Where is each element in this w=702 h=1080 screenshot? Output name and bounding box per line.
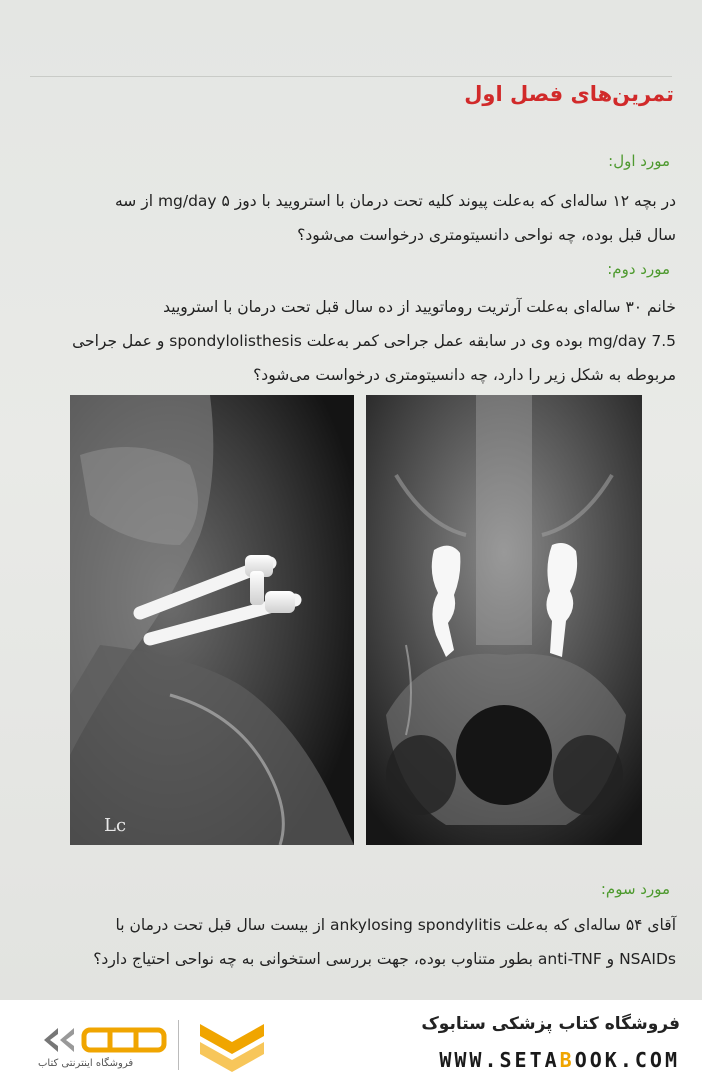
xray-marker: Lc — [104, 815, 127, 836]
case-2-line-3: مربوطه به شکل زیر را دارد، چه دانسیتومتری درخواست می‌شود؟ — [253, 366, 676, 384]
case-1-line-1: در بچه ۱۲ ساله‌ای که به‌علت پیوند کلیه تحت درمان با استرویید با دوز mg/day ۵ از سه — [114, 192, 676, 210]
section-title: تمرین‌های فصل اول — [464, 82, 674, 106]
store-url-accent: B — [559, 1048, 575, 1072]
logo-subtitle: فروشگاه اینترنتی کتاب — [38, 1058, 134, 1069]
case-3-line-1: آقای ۵۴ ساله‌ای که به‌علت ankylosing spondylitis از بیست سال قبل تحت درمان با — [115, 916, 676, 934]
xray-lateral-image — [70, 395, 354, 845]
case-2-label: مورد دوم: — [607, 260, 670, 278]
case-3-line-2: NSAIDs و anti-TNF بطور متناوب بوده، جهت بررسی استخوانی به چه نواحی احتیاج دارد؟ — [93, 950, 676, 968]
header-rule — [30, 76, 672, 77]
setabook-wordmark-icon — [40, 1022, 170, 1058]
case-3-label: مورد سوم: — [600, 880, 670, 898]
case-3-text — [26, 908, 676, 976]
case-1-line-2: سال قبل بوده، چه نواحی دانسیتومتری درخواست می‌شود؟ — [297, 226, 676, 244]
logo-divider — [178, 1020, 179, 1070]
case-1-text — [26, 184, 676, 252]
case-2-text — [26, 290, 676, 392]
case-1-label: مورد اول: — [608, 152, 670, 170]
xray-ap-image — [366, 395, 642, 845]
store-url-suffix: OOK.COM — [574, 1048, 680, 1072]
case-2-line-1: خانم ۳۰ ساله‌ای به‌علت آرتریت روماتویید از ده سال قبل تحت درمان با استرویید — [163, 298, 676, 316]
case-2-line-2: 7.5 mg/day بوده وی در سابقه عمل جراحی کمر به‌علت spondylolisthesis و عمل جراحی — [72, 332, 676, 350]
store-url-prefix: WWW.SETA — [439, 1048, 560, 1072]
store-url-link[interactable] — [439, 1048, 680, 1072]
setabook-chevron-logo-icon — [196, 1020, 268, 1074]
store-name: فروشگاه کتاب پزشکی ستابوک — [421, 1014, 680, 1034]
